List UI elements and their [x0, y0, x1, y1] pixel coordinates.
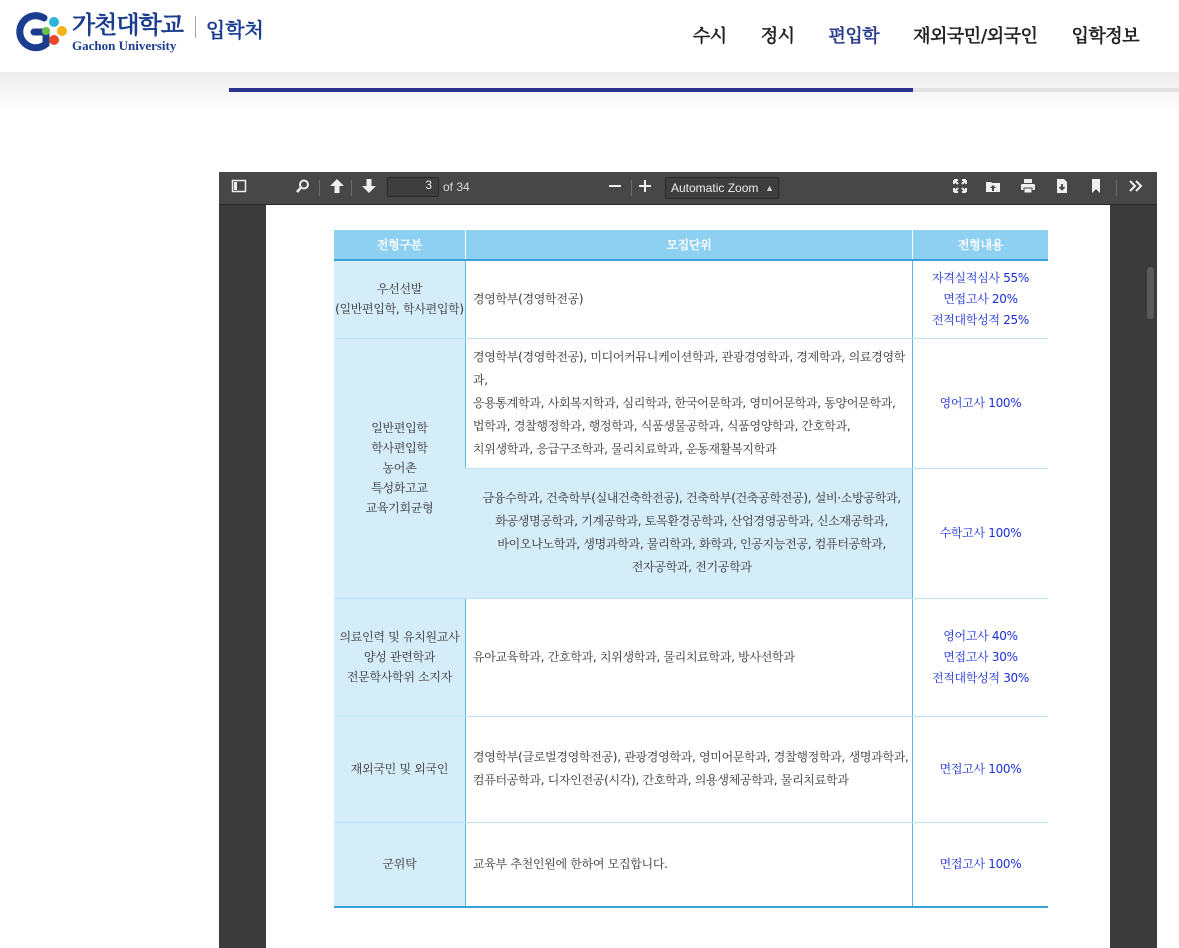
header-shadow [0, 72, 1179, 112]
unit-line: 경영학부(경영학전공), 미디어커뮤니케이션학과, 관광경영학과, 경제학과, 의료경영학과, [472, 349, 906, 387]
content-line: 영어고사 40% [943, 628, 1018, 643]
logo-divider [195, 16, 196, 38]
header-units: 모집단위 [465, 230, 912, 260]
category-line: 양성 관련학과 [363, 650, 436, 664]
chevron-updown-icon: ▲ [765, 183, 774, 193]
nav-item-regular-admission[interactable]: 정시 [760, 26, 795, 47]
category-line: 학사편입학 [371, 441, 428, 455]
category-line: 일반편입학 [371, 421, 428, 435]
content-cell [912, 598, 1048, 716]
category-line: 전문학사학위 소지자 [346, 670, 453, 684]
category-cell [334, 598, 465, 716]
nav-item-early-admission[interactable]: 수시 [692, 26, 727, 47]
category-line: 특성화고교 [371, 481, 428, 495]
units-cell [465, 822, 912, 907]
gachon-logo-icon [10, 10, 68, 54]
content-line: 면접고사 20% [943, 291, 1018, 306]
unit-line: 컴퓨터공학과, 디자인전공(시각), 간호학과, 의용생체공학과, 물리치료학과 [472, 773, 849, 787]
header-category: 전형구분 [334, 230, 465, 260]
content-cell [912, 716, 1048, 822]
category-cell [334, 716, 465, 822]
nav-item-transfer[interactable]: 편입학 [828, 26, 880, 47]
logo-department: 입학처 [205, 18, 264, 42]
zoom-in-icon[interactable] [635, 178, 655, 198]
table-row [334, 822, 1048, 907]
content-line: 전적대학성적 25% [931, 312, 1029, 327]
header-content: 전형내용 [912, 230, 1048, 260]
table-row [334, 260, 1048, 338]
units-cell [465, 338, 912, 468]
category-line: 재외국민 및 외국인 [350, 762, 449, 776]
logo[interactable] [10, 10, 264, 54]
toolbar-divider [319, 180, 320, 196]
next-page-icon[interactable] [359, 178, 379, 198]
content-cell [912, 338, 1048, 468]
site-header [0, 0, 1179, 72]
units-cell [465, 598, 912, 716]
units-cell [465, 260, 912, 338]
category-line: 군위탁 [382, 857, 417, 872]
open-file-icon[interactable] [983, 178, 1003, 198]
print-icon[interactable] [1018, 178, 1038, 198]
bookmark-icon[interactable] [1086, 178, 1106, 198]
nav-item-admission-info[interactable]: 입학정보 [1071, 26, 1139, 47]
pdf-viewer [219, 172, 1157, 948]
category-line: 의료인력 및 유치원교사 [339, 630, 460, 644]
unit-line: 응용통계학과, 사회복지학과, 심리학과, 한국어문학과, 영미어문학과, 동양어문학과, [472, 395, 896, 410]
category-cell [334, 260, 465, 338]
content-line: 면접고사 30% [943, 649, 1018, 664]
unit-line: 화공생명공학과, 기계공학과, 토목환경공학과, 산업경영공학과, 신소재공학과, [495, 514, 889, 528]
content-line: 면접고사 100% [939, 856, 1022, 871]
table-row [334, 338, 1048, 468]
category-cell [334, 822, 465, 907]
main-nav [659, 22, 1139, 48]
content-line: 전적대학성적 30% [931, 670, 1029, 685]
nav-item-overseas-foreign[interactable]: 재외국민/외국인 [913, 26, 1038, 47]
content-line: 영어고사 100% [939, 395, 1022, 410]
category-line: 농어촌 [382, 461, 417, 475]
unit-line: 전자공학과, 전기공학과 [631, 560, 752, 574]
unit-line: 치위생학과, 응급구조학과, 물리치료학과, 운동재활복지학과 [472, 441, 777, 456]
category-line: 교육기회균형 [365, 501, 434, 515]
unit-line: 바이오나노학과, 생명과학과, 물리학과, 화학과, 인공지능전공, 컴퓨터공학과, [497, 537, 887, 551]
zoom-out-icon[interactable] [605, 178, 625, 198]
download-icon[interactable] [1052, 178, 1072, 198]
zoom-select-value: Automatic Zoom [671, 181, 759, 195]
zoom-select[interactable] [665, 177, 779, 199]
unit-line: 금융수학과, 건축학부(실내건축학전공), 건축학부(건축공학전공), 설비·소방공학과, [482, 491, 901, 505]
content-line: 자격실적심사 55% [931, 270, 1029, 285]
logo-korean-name: 가천대학교 [72, 10, 183, 39]
unit-line: 유아교육학과, 간호학과, 치위생학과, 물리치료학과, 방사선학과 [472, 649, 795, 664]
pdf-toolbar [219, 172, 1157, 205]
content-cell [912, 260, 1048, 338]
toolbar-divider [1116, 180, 1117, 196]
content-line: 면접고사 100% [939, 761, 1022, 776]
presentation-mode-icon[interactable] [950, 178, 970, 198]
units-cell [465, 716, 912, 822]
content-cell [912, 822, 1048, 907]
previous-page-icon[interactable] [327, 178, 347, 198]
scroll-progress-bar [229, 88, 913, 92]
category-line: 우선선발 [376, 282, 423, 297]
pdf-page [266, 205, 1110, 948]
unit-line: 경영학부(글로벌경영학전공), 관광경영학과, 영미어문학과, 경찰행정학과, 생명과학과, [472, 750, 909, 764]
logo-english-name: Gachon University [72, 37, 177, 53]
tools-icon[interactable] [1126, 178, 1146, 198]
content-line: 수학고사 100% [939, 525, 1022, 540]
page-count: of 34 [443, 180, 470, 194]
category-cell [334, 338, 465, 598]
pdf-scrollbar-thumb[interactable] [1147, 267, 1154, 319]
toolbar-divider [631, 180, 632, 196]
category-line: (일반편입학, 학사편입학) [335, 302, 464, 317]
table-header-row [334, 230, 1048, 260]
unit-line: 교육부 추천인원에 한하여 모집합니다. [472, 856, 668, 871]
search-icon[interactable] [293, 178, 313, 198]
unit-line: 경영학부(경영학전공) [472, 291, 584, 306]
sidebar-toggle-icon[interactable] [229, 178, 249, 198]
admission-table [334, 230, 1048, 908]
content-cell [912, 468, 1048, 598]
toolbar-divider [351, 180, 352, 196]
table-row [334, 716, 1048, 822]
units-cell [465, 468, 912, 598]
unit-line: 법학과, 경찰행정학과, 행정학과, 식품생물공학과, 식품영양학과, 간호학과, [472, 418, 851, 433]
table-row [334, 598, 1048, 716]
page-number-input[interactable]: 3 [387, 177, 439, 197]
